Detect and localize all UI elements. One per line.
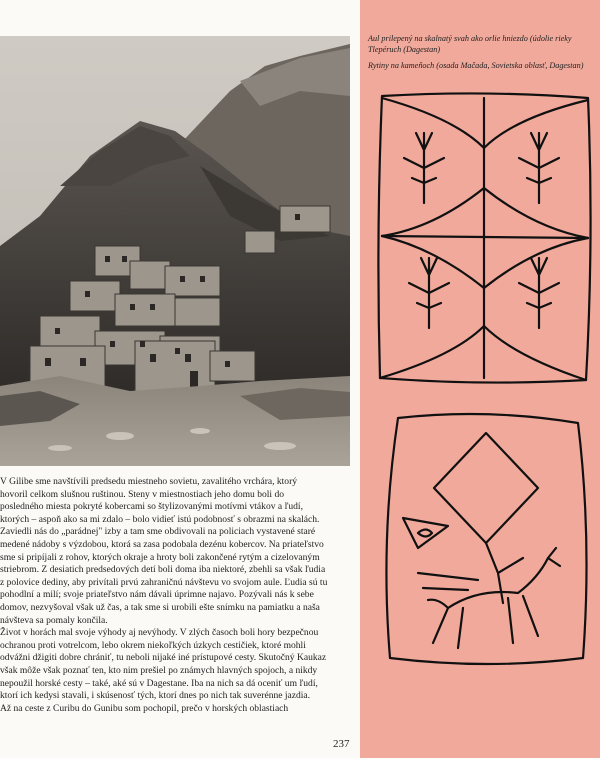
body-line: domov, nezvyšoval však už čas, a tak sme si urobili ešte snímku na pamiatku a naša	[0, 601, 320, 613]
body-line: odvážni džigiti dobre chrániť, tu neboli nijaké iné prístupové cesty. Skutočný Kaukaz	[0, 652, 327, 664]
body-line: V Gilibe sme navštívili predsedu miestneho sovietu, zavalitého vrchára, ktorý	[0, 476, 298, 487]
body-line: posledného miesta pokryté kobercami so štylizovanými motívmi vtákov a ľudí,	[0, 501, 303, 513]
rock-carving-birds	[374, 88, 596, 388]
village-photograph	[0, 36, 350, 466]
sidebar-panel	[360, 0, 600, 758]
body-line: striebrom. Z desiatich predsedových detí boli doma iba niektoré, zbehli sa však ľudia	[0, 564, 326, 576]
body-line: návšteva sa pomaly končila.	[0, 614, 108, 626]
body-line: medené nádoby s výzdobou, ktorá sa zasa podobala dezénu kobercov. Na priateľstvo	[0, 538, 324, 550]
body-line: Až na ceste z Curibu do Gunibu som pochopil, prečo v horských oblastiach	[0, 702, 289, 714]
body-line: hovoril celkom slušnou ruštinou. Steny v miestnostiach jeho domu boli do	[0, 488, 285, 500]
rock-carving-rider	[378, 408, 594, 670]
body-line: z polovice dediny, aby privítali prvú zahraničnú návštevu vo svojom aule. Ľudia sú tu	[0, 576, 328, 588]
body-line: Zaviedli nás do „parádnej" izby a tam sme obdivovali na policiach vystavené staré	[0, 526, 316, 538]
body-line: ktorých – aspoň ako sa mi zdalo – bolo vidieť istú podobnosť s obrazmi na skalách.	[0, 513, 320, 525]
caption-carvings: Rytiny na kameňoch (osada Mačada, Sovietska oblasť, Dagestan)	[368, 61, 584, 70]
body-line: nepoužil horské cesty – také, aké sú v Dagestane. Iba na nich sa dá oceniť um ľudí,	[0, 677, 318, 689]
mountain-village-image	[0, 36, 350, 466]
body-line: pohodlní a milí; svoje priateľstvo nám dávali úprimne najavo. Pozývali nás k sebe	[0, 589, 314, 601]
body-line: sme si pripíjali z rohov, ktorých okraje a hroty boli zakončené rytým a cizelovaným	[0, 551, 320, 563]
body-line: však môže však poznať ten, kto nim prešiel po známych hlavných spojoch, a nikdy	[0, 664, 318, 676]
page-number: 237	[333, 738, 350, 750]
body-line: Život v horách mal svoje výhody aj nevýhody. V zlých časoch boli hory bezpečnou	[0, 627, 319, 639]
caption-village: Aul prilepený na skalnatý svah ako orlie hniezdo (údolie rieky Tlepéruch (Dagestan)	[368, 34, 572, 54]
article-body	[0, 476, 350, 715]
body-line: ktorí ich kedysi stavali, i skúsenosť tých, ktorí dnes po nich tak suverénne jazdia.	[0, 690, 311, 702]
body-line: ochranou proti votrelcom, lebo okrem niekoľkých úzkych cestičiek, ktoré mohli	[0, 639, 306, 651]
